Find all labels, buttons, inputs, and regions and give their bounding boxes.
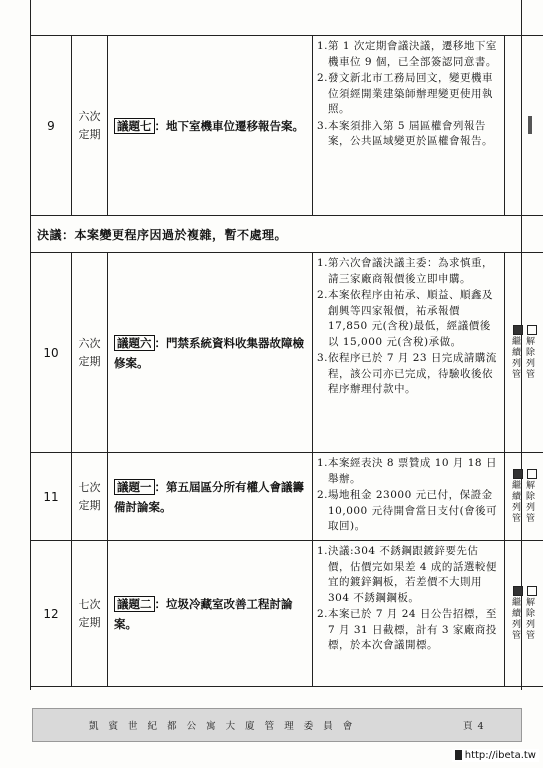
resolution-item: 1.第 1 次定期會議決議，遷移地下室機車位 9 個，已全部簽認同意書。 bbox=[317, 40, 497, 68]
topic-text: ：垃圾冷藏室改善工程討論案。 bbox=[114, 596, 293, 631]
topic-cell bbox=[108, 541, 313, 687]
scan-margin-mark bbox=[528, 116, 532, 134]
status-cell bbox=[505, 36, 543, 216]
resolution-item: 2.發文新北市工務局回文，變更機車位須經開業建築師辦理變更使用執照。 bbox=[317, 72, 494, 115]
topic-text: ：地下室機車位遷移報告案。 bbox=[154, 118, 304, 133]
filled-checkbox-icon bbox=[513, 586, 523, 596]
watermark: http://ibeta.tw bbox=[452, 749, 539, 762]
topic-text: ：門禁系統資料收集器故障檢修案。 bbox=[114, 335, 304, 370]
resolution-cell bbox=[313, 453, 505, 541]
empty-checkbox-icon bbox=[527, 469, 537, 479]
resolution-item: 3.本案須排入第 5 屆區權會列報告案，公共區域變更於區權會報告。 bbox=[317, 119, 493, 147]
topic-tag: 議題六 bbox=[114, 335, 155, 351]
resolution-note: 決議：本案變更程序因過於複雜，暫不處理。 bbox=[31, 216, 543, 253]
empty-checkbox-icon bbox=[527, 325, 537, 335]
filled-checkbox-icon bbox=[513, 469, 523, 479]
topic-cell bbox=[108, 253, 313, 453]
resolution-item: 1.本案經表決 8 票贊成 10 月 18 日舉辦。 bbox=[317, 457, 497, 485]
topic-cell bbox=[108, 453, 313, 541]
topic-tag: 議題一 bbox=[114, 479, 155, 495]
page-number: 頁 4 bbox=[463, 721, 485, 732]
topic-tag: 議題七 bbox=[114, 118, 155, 134]
item-number: 9 bbox=[31, 36, 72, 216]
item-number: 10 bbox=[31, 253, 72, 453]
table-row bbox=[31, 36, 543, 216]
resolution-cell bbox=[313, 253, 505, 453]
status-release[interactable]: 解除列管 bbox=[526, 469, 538, 525]
resolution-cell bbox=[313, 36, 505, 216]
resolution-item: 3.依程序已於 7 月 23 日完成請購流程，該公司亦已完成，待驗收後依程序辦理付款中。 bbox=[317, 352, 497, 395]
status-release[interactable]: 解除列管 bbox=[526, 586, 538, 642]
topic-tag: 議題二 bbox=[114, 596, 155, 612]
empty-checkbox-icon bbox=[527, 586, 537, 596]
table-row bbox=[31, 453, 543, 541]
filled-checkbox-icon bbox=[513, 325, 523, 335]
session-label: 七次定期 bbox=[72, 541, 108, 687]
resolution-item: 1.決議:304 不銹鋼跟鍍鋅要先估價，估價完如果差 4 成的話選較便宜的鍍鋅鋼板，若差價不大則用 304 不銹鋼鋼板。 bbox=[317, 545, 497, 604]
session-label: 六次定期 bbox=[72, 36, 108, 216]
item-number: 12 bbox=[31, 541, 72, 687]
footer-title: 凱 賓 世 紀 都 公 寓 大 廈 管 理 委 員 會 bbox=[89, 721, 356, 732]
footer-band bbox=[32, 708, 522, 742]
resolution-item: 2.本案依程序由祐承、順益、順鑫及創興等四家報價，祐承報價 17,850 元(含稅)最低，經議價後以 15,000 元(含稅)承做。 bbox=[317, 289, 494, 348]
status-continue[interactable]: 繼續列管 bbox=[512, 469, 524, 525]
status-cell bbox=[505, 253, 543, 453]
status-cell bbox=[505, 541, 543, 687]
bookmark-icon bbox=[455, 750, 462, 760]
status-cell bbox=[505, 453, 543, 541]
table-row bbox=[31, 253, 543, 453]
item-number: 11 bbox=[31, 453, 72, 541]
topic-text: ：第五屆區分所有權人會議籌備討論案。 bbox=[114, 479, 304, 514]
meeting-minutes-table bbox=[30, 35, 543, 687]
session-label: 七次定期 bbox=[72, 453, 108, 541]
status-release[interactable]: 解除列管 bbox=[526, 325, 538, 381]
topic-cell bbox=[108, 36, 313, 216]
status-continue[interactable]: 繼續列管 bbox=[512, 325, 524, 381]
resolution-item: 2.本案已於 7 月 24 日公告招標，至 7 月 31 日截標，計有 3 家廠商投標，於本次會議開標。 bbox=[317, 608, 497, 651]
resolution-item: 2.場地租金 23000 元已付，保證金 10,000 元待開會當日支付(會後可取回)。 bbox=[317, 489, 498, 532]
resolution-item: 1.第六次會議決議主委：為求慎重，請三家廠商報價後立即申購。 bbox=[317, 257, 494, 285]
table-row bbox=[31, 216, 543, 253]
status-continue[interactable]: 繼續列管 bbox=[512, 586, 524, 642]
table-row bbox=[31, 541, 543, 687]
session-label: 六次定期 bbox=[72, 253, 108, 453]
resolution-cell bbox=[313, 541, 505, 687]
